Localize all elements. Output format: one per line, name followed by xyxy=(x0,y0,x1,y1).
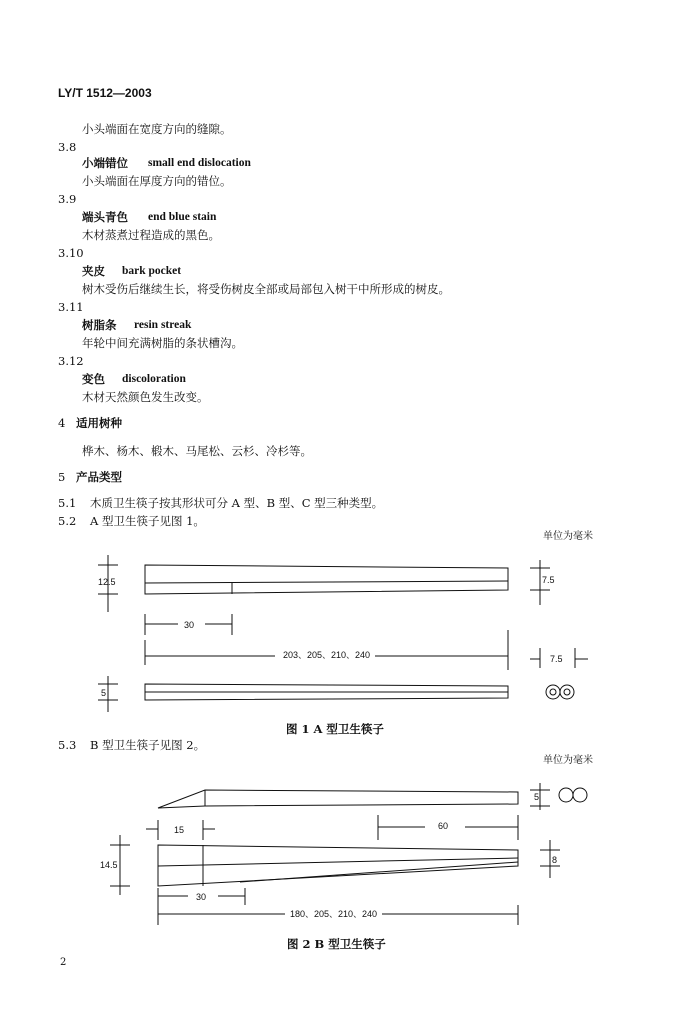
term-def-continued: 小头端面在宽度方向的缝隙。 xyxy=(82,122,232,136)
clause-number: 5.3 xyxy=(58,738,77,752)
clause-text: 木质卫生筷子按其形状可分 A 型、B 型、C 型三种类型。 xyxy=(90,496,384,510)
term-cn: 端头青色 xyxy=(82,210,128,224)
term-en: small end dislocation xyxy=(148,157,251,169)
term-en: bark pocket xyxy=(122,265,182,277)
page-number: 2 xyxy=(60,957,67,968)
term-en: end blue stain xyxy=(148,211,217,223)
clause-text: A 型卫生筷子见图 1。 xyxy=(90,514,205,528)
section-number: 4 xyxy=(58,416,66,430)
dim-label: 5 xyxy=(534,792,540,802)
dim-label: 30 xyxy=(196,892,207,902)
dim-label: 12.5 xyxy=(98,577,116,587)
figure-unit: 单位为毫米 xyxy=(543,755,593,766)
term-def: 小头端面在厚度方向的错位。 xyxy=(82,174,232,188)
clause-number: 5.1 xyxy=(58,496,77,510)
dim-label: 60 xyxy=(438,821,449,831)
term-number: 3.12 xyxy=(58,354,84,368)
dim-label: 15 xyxy=(174,825,185,835)
dim-label: 180、205、210、240 xyxy=(290,909,378,919)
dim-label: 30 xyxy=(184,620,195,630)
term-number: 3.9 xyxy=(58,192,77,206)
term-cn: 树脂条 xyxy=(82,318,117,332)
term-number: 3.11 xyxy=(58,300,84,314)
term-en: discoloration xyxy=(122,373,186,385)
section-number: 5 xyxy=(58,470,66,484)
clause-number: 5.2 xyxy=(58,514,77,528)
term-en: resin streak xyxy=(134,319,192,331)
dim-label: 7.5 xyxy=(550,654,563,664)
clause-text: B 型卫生筷子见图 2。 xyxy=(90,738,206,752)
term-number: 3.8 xyxy=(58,140,77,154)
term-number: 3.10 xyxy=(58,246,84,260)
section-title: 适用树种 xyxy=(76,416,122,430)
section-title: 产品类型 xyxy=(76,470,122,484)
dim-label: 8 xyxy=(552,855,558,865)
dim-label: 5 xyxy=(101,688,107,698)
standard-number: LY/T 1512—2003 xyxy=(58,86,152,100)
term-def: 年轮中间充满树脂的条状槽沟。 xyxy=(82,336,243,350)
dim-label: 7.5 xyxy=(542,575,555,585)
dim-label: 203、205、210、240 xyxy=(283,650,371,660)
dim-label: 14.5 xyxy=(100,860,118,870)
figure-unit: 单位为毫米 xyxy=(543,531,593,542)
term-def: 木材天然颜色发生改变。 xyxy=(82,390,209,404)
figure-caption: 图 1 A 型卫生筷子 xyxy=(286,722,384,736)
term-cn: 夹皮 xyxy=(82,264,105,278)
term-def: 木材蒸煮过程造成的黑色。 xyxy=(82,228,220,242)
term-cn: 变色 xyxy=(82,372,105,386)
term-def: 树木受伤后继续生长，将受伤树皮全部或局部包入树干中所形成的树皮。 xyxy=(82,282,450,296)
figure-caption: 图 2 B 型卫生筷子 xyxy=(287,937,386,951)
section-body: 桦木、杨木、椴木、马尾松、云杉、冷杉等。 xyxy=(82,444,312,458)
term-cn: 小端错位 xyxy=(82,156,128,170)
